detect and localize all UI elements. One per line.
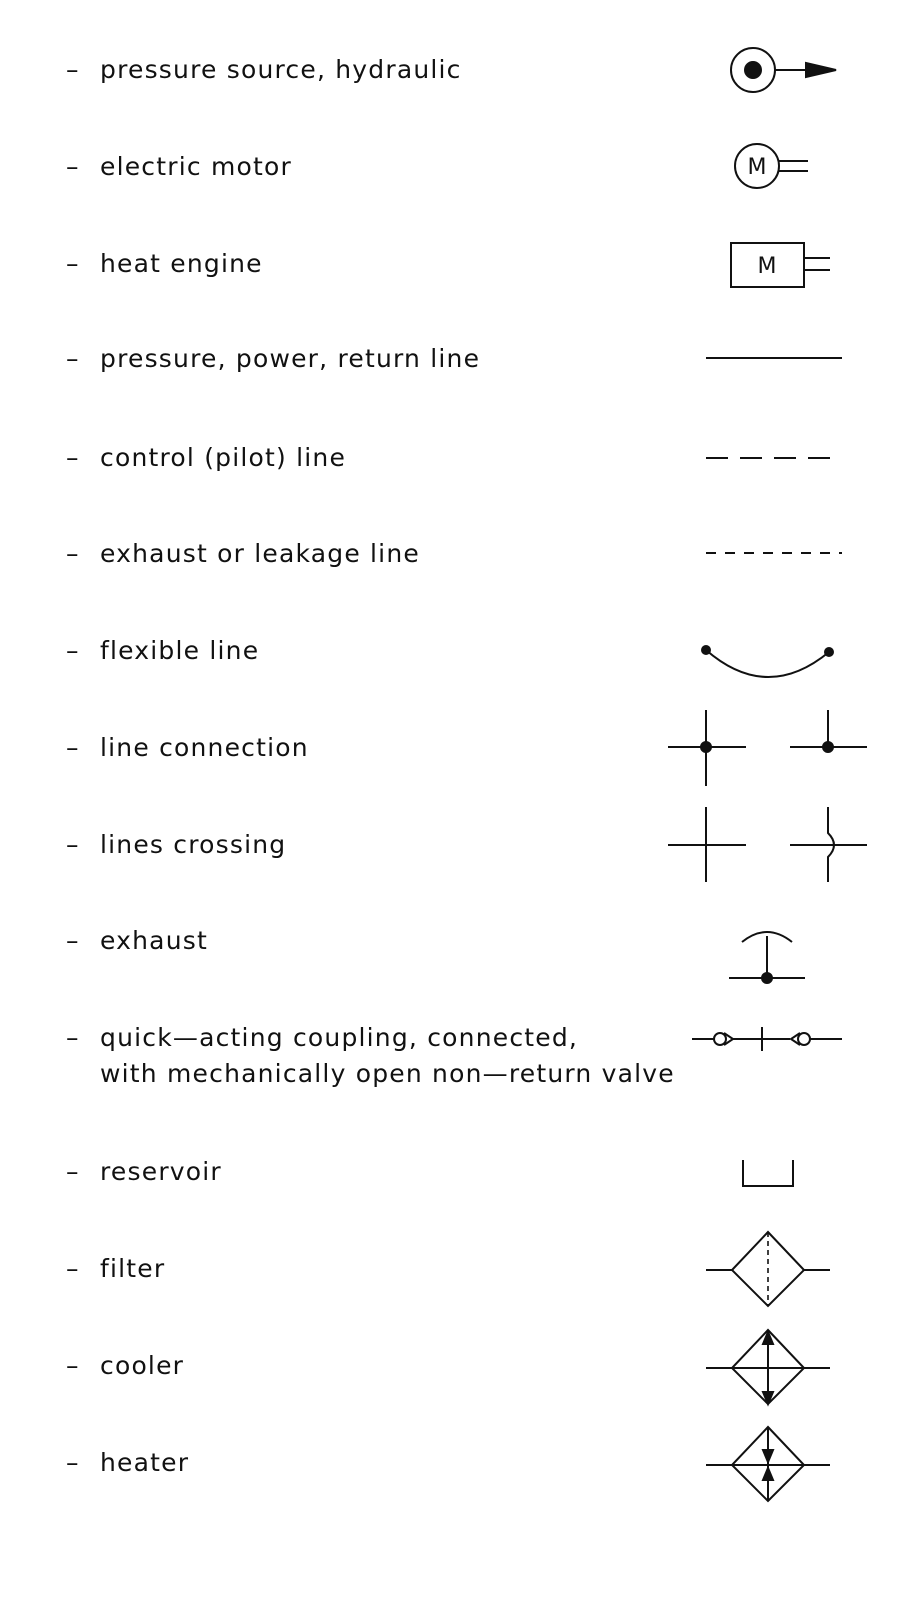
label-reservoir: – reservoir: [66, 1157, 222, 1186]
quick-coupling-icon: [692, 1027, 842, 1051]
electric-motor-glyph: M: [747, 155, 767, 180]
label-exhaust-line: – exhaust or leakage line: [66, 539, 420, 568]
label-control-line: – control (pilot) line: [66, 443, 347, 472]
label-line-connection: – line connection: [66, 733, 309, 762]
label-quick-coupling: – quick—acting coupling, connected, with mechanically open non—return valve: [66, 1023, 675, 1088]
label-pressure-line: – pressure, power, return line: [66, 344, 481, 373]
heat-engine-icon: [731, 243, 830, 287]
reservoir-icon: [743, 1160, 793, 1186]
label-lines-crossing: – lines crossing: [66, 830, 287, 859]
flexible-line-icon: [702, 646, 833, 677]
exhaust-icon: [729, 932, 805, 983]
line-connection-icon: [668, 710, 867, 786]
label-heater: – heater: [66, 1448, 190, 1477]
label-electric-motor: – electric motor: [66, 152, 292, 181]
electric-motor-icon: [735, 144, 808, 188]
heat-engine-glyph: M: [757, 254, 777, 279]
lines-crossing-icon: [668, 807, 867, 882]
filter-icon: [706, 1232, 830, 1306]
label-flexible-line: – flexible line: [66, 636, 260, 665]
label-cooler: – cooler: [66, 1351, 185, 1380]
pressure-source-icon: [731, 48, 836, 92]
label-pressure-source: – pressure source, hydraulic: [66, 55, 462, 84]
cooler-icon: [706, 1330, 830, 1404]
label-heat-engine: – heat engine: [66, 249, 263, 278]
heater-icon: [706, 1427, 830, 1501]
label-filter: – filter: [66, 1254, 166, 1283]
label-exhaust: – exhaust: [66, 926, 208, 955]
